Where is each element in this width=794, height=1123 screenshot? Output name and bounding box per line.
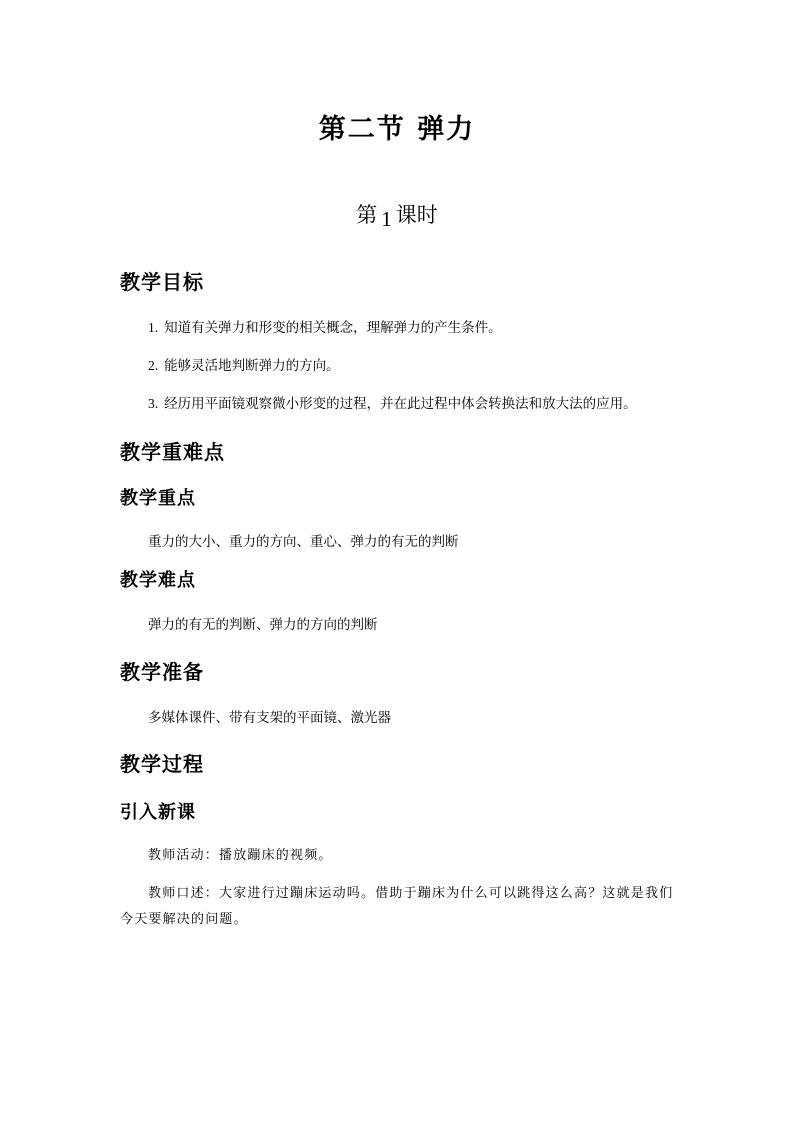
objective-text: 能够灵活地判断弹力的方向。 (164, 358, 340, 374)
difficult-points-text: 弹力的有无的判断、弹力的方向的判断 (148, 617, 378, 633)
preparation-text: 多媒体课件、带有支架的平面镜、激光器 (148, 710, 391, 726)
key-difficult-heading: 教学重难点 (120, 440, 225, 464)
intro-paragraph-1: 教师活动：播放蹦床的视频。 (148, 848, 333, 863)
key-points-text: 重力的大小、重力的方向、重心、弹力的有无的判断 (148, 534, 459, 550)
lesson-subtitle (0, 200, 794, 230)
objective-item-3 (148, 394, 637, 414)
objective-text: 知道有关弹力和形变的相关概念，理解弹力的产生条件。 (164, 320, 502, 336)
intro-heading: 引入新课 (120, 802, 196, 823)
difficult-points-heading: 教学难点 (120, 570, 196, 591)
objectives-heading: 教学目标 (120, 270, 204, 294)
objective-number: 2. (148, 358, 159, 373)
key-points-heading: 教学重点 (120, 488, 196, 509)
objective-item-1 (148, 318, 502, 338)
process-heading: 教学过程 (120, 752, 204, 776)
subtitle-prefix: 第 (356, 203, 378, 227)
preparation-heading: 教学准备 (120, 660, 204, 684)
lesson-number: 1 (381, 207, 392, 231)
intro-paragraph-2: 教师口述：大家进行过蹦床运动吗。借助于蹦床为什么可以跳得这么高？这就是我们今天要解决的问题。 (120, 886, 674, 927)
page-title: 第二节 弹力 (318, 114, 476, 145)
objective-number: 3. (148, 396, 159, 411)
subtitle-suffix: 课时 (395, 203, 438, 227)
objective-number: 1. (148, 320, 159, 335)
objective-text: 经历用平面镜观察微小形变的过程，并在此过程中体会转换法和放大法的应用。 (164, 396, 637, 412)
objective-item-2 (148, 356, 340, 376)
